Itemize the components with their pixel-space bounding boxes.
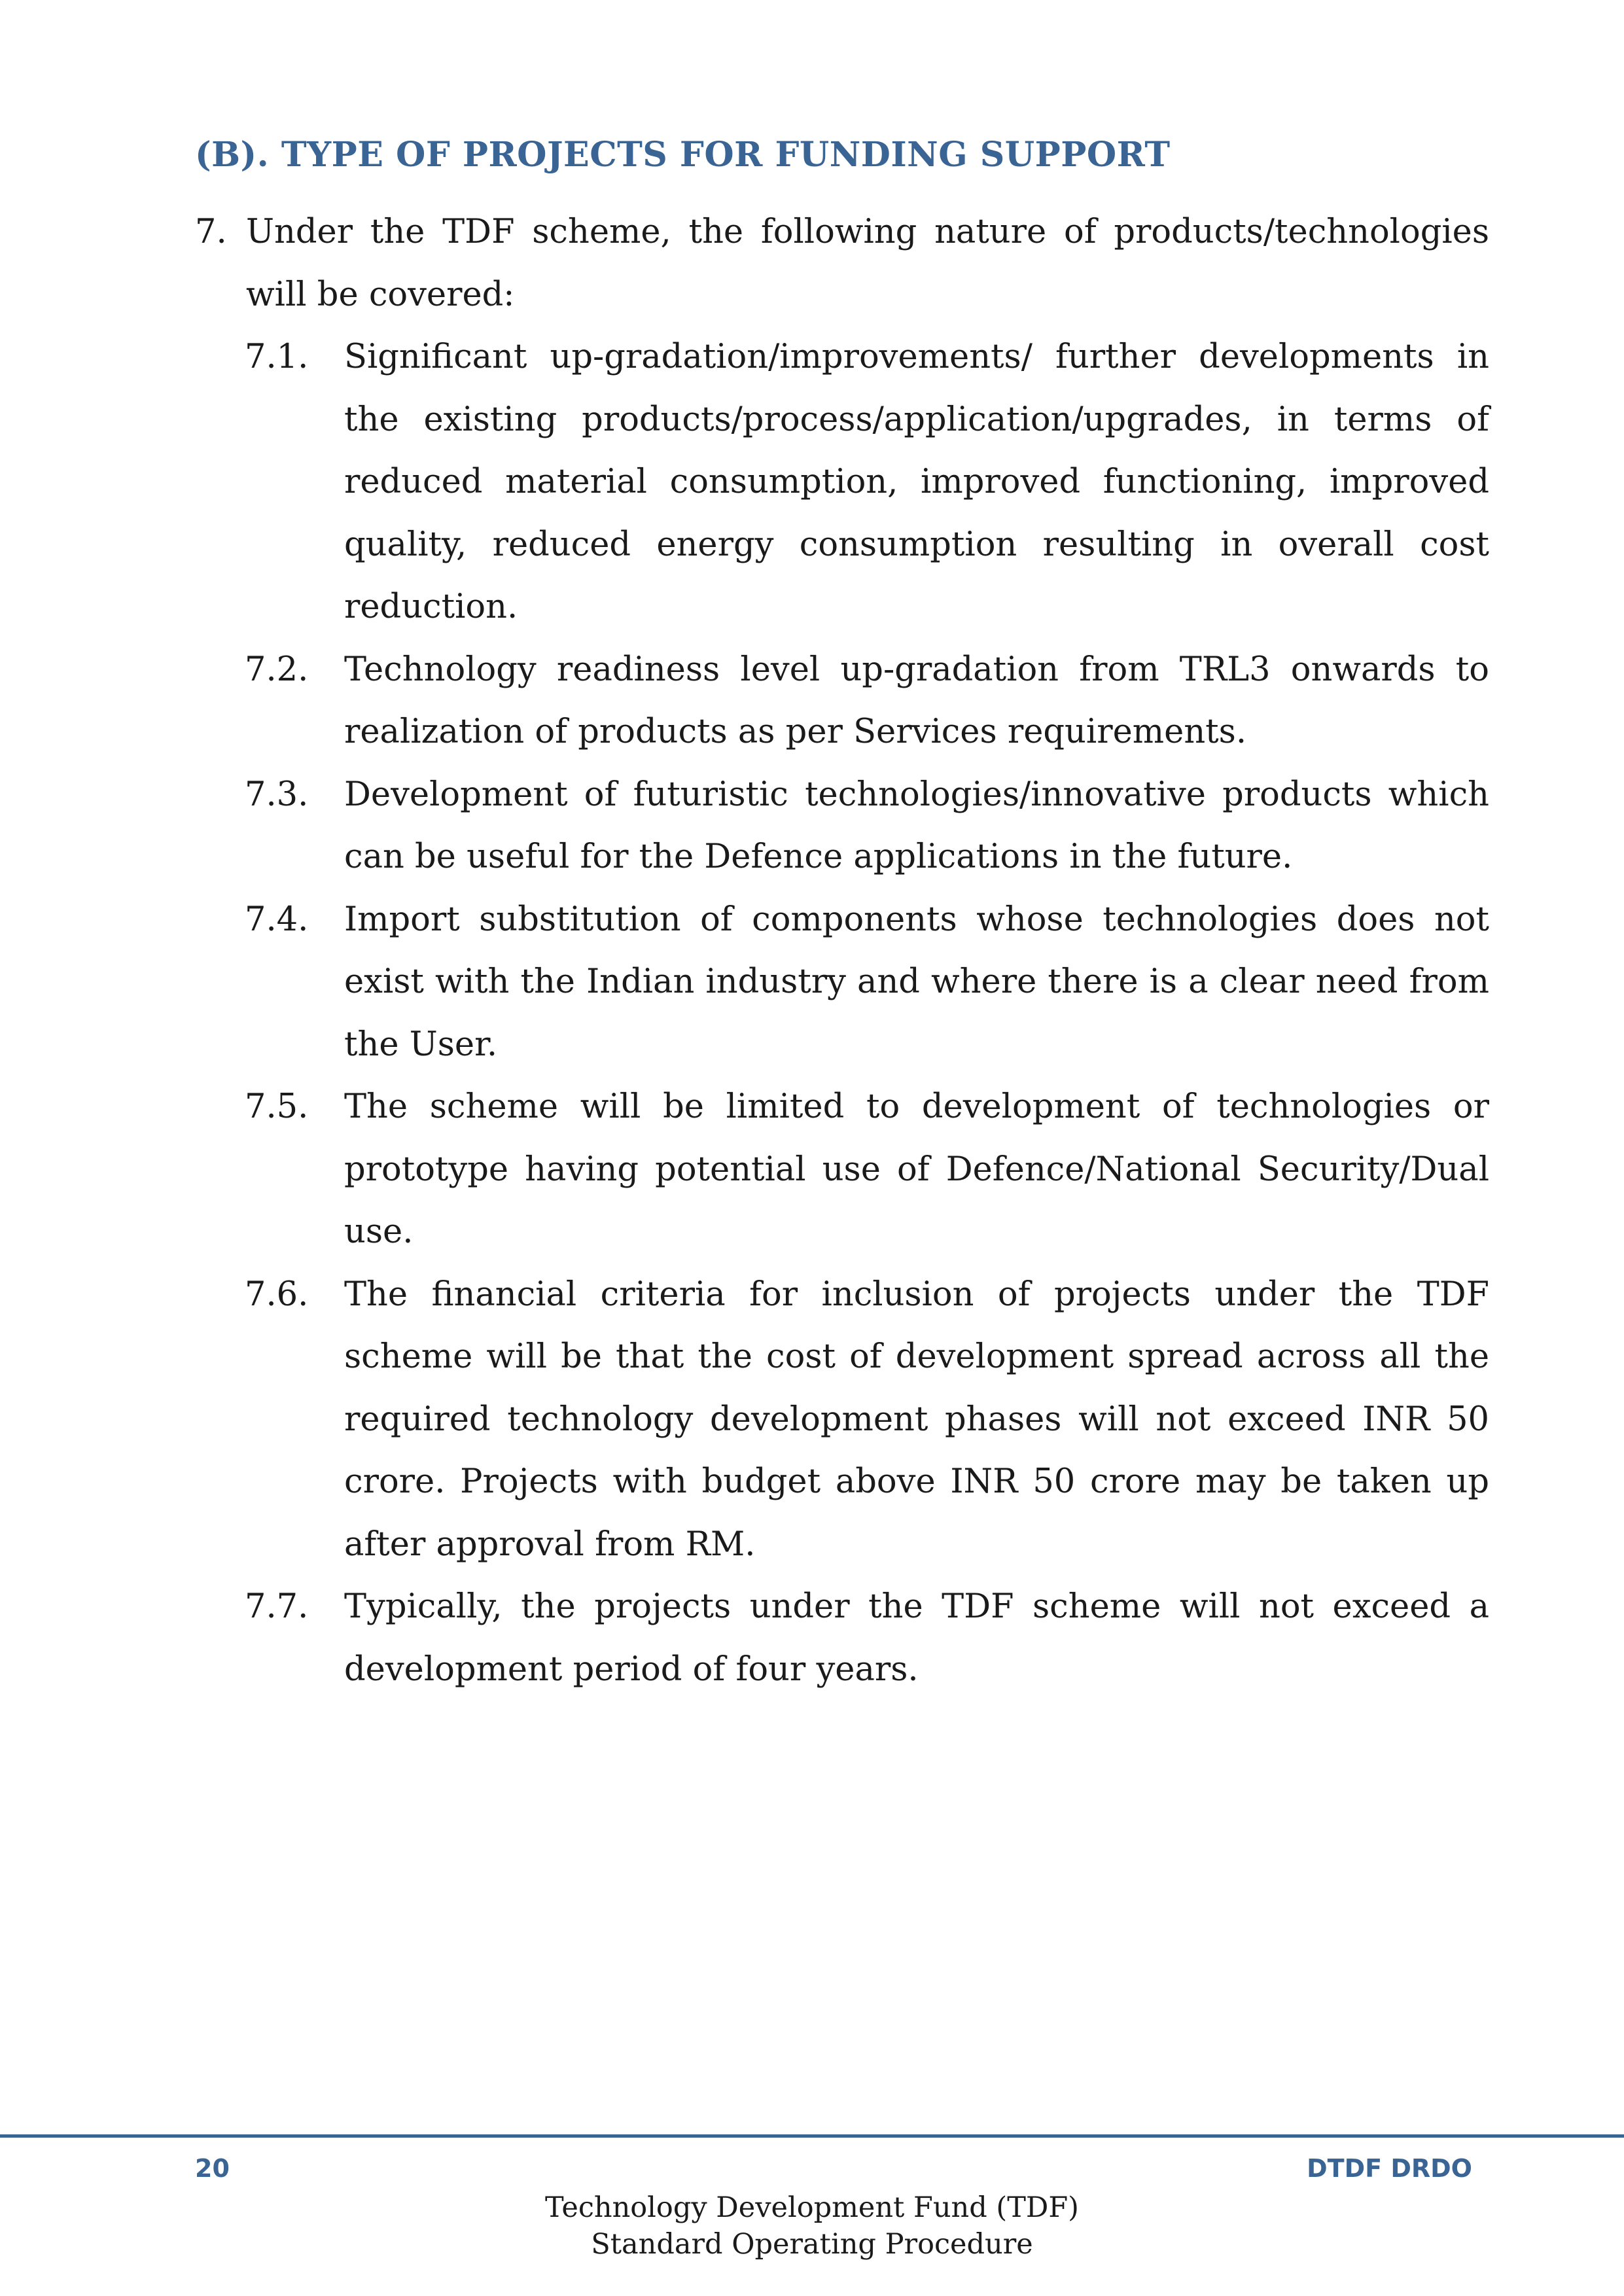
footer-divider bbox=[0, 2134, 1624, 2138]
list-item-number: 7.2. bbox=[245, 650, 309, 689]
list-item-number: 7.3. bbox=[245, 775, 309, 814]
list-item-text: The scheme will be limited to development of technologies or prototype having potential use of Defence/National Security/Dual use. bbox=[344, 1087, 1489, 1251]
list-item-text: The financial criteria for inclusion of projects under the TDF scheme will be that the cost of development spread across all the required technology development phases will not exceed INR 50 crore. Projects with budget above INR 50 crore may be taken up after approval from RM. bbox=[344, 1275, 1489, 1564]
sub-item-list bbox=[245, 326, 1489, 1701]
list-item-number: 7.4. bbox=[245, 900, 309, 939]
footer-title-line-1: Technology Development Fund (TDF) bbox=[545, 2191, 1079, 2224]
list-item bbox=[245, 639, 1489, 764]
page-number: 20 bbox=[195, 2154, 230, 2183]
list-item-text: Typically, the projects under the TDF scheme will not exceed a development period of four years. bbox=[344, 1587, 1489, 1689]
list-item-number: 7.1. bbox=[245, 338, 309, 376]
list-item-number: 7.6. bbox=[245, 1275, 309, 1314]
footer-org-label: DTDF DRDO bbox=[1307, 2154, 1472, 2183]
list-item-text: Technology readiness level up-gradation from TRL3 onwards to realization of products as per Services requirements. bbox=[344, 650, 1489, 751]
list-item-text: Significant up-gradation/improvements/ further developments in the existing products/process/application/upgrades, in terms of reduced material consumption, improved functioning, improved quality, reduced energy consumption resulting in overall cost reduction. bbox=[344, 338, 1489, 626]
list-item bbox=[245, 1263, 1489, 1576]
list-item bbox=[245, 1076, 1489, 1263]
list-item-text: Import substitution of components whose technologies does not exist with the Indian industry and where there is a clear need from the User. bbox=[344, 900, 1489, 1064]
list-item bbox=[245, 326, 1489, 639]
list-item-number: 7.5. bbox=[245, 1087, 309, 1126]
list-item-number: 7.7. bbox=[245, 1587, 309, 1626]
section-heading: (B). TYPE OF PROJECTS FOR FUNDING SUPPORT bbox=[195, 135, 1171, 175]
list-item-text: Development of futuristic technologies/innovative products which can be useful for the Defence applications in the future. bbox=[344, 775, 1489, 876]
list-item bbox=[245, 1576, 1489, 1701]
main-list-item bbox=[195, 201, 1489, 327]
footer-title-line-2: Standard Operating Procedure bbox=[591, 2228, 1033, 2261]
footer-document-title bbox=[0, 2189, 1624, 2263]
list-item bbox=[245, 889, 1489, 1076]
list-item bbox=[245, 764, 1489, 889]
main-item-number: 7. bbox=[195, 213, 227, 251]
main-item-text: Under the TDF scheme, the following nature of products/technologies will be covered: bbox=[246, 213, 1489, 314]
